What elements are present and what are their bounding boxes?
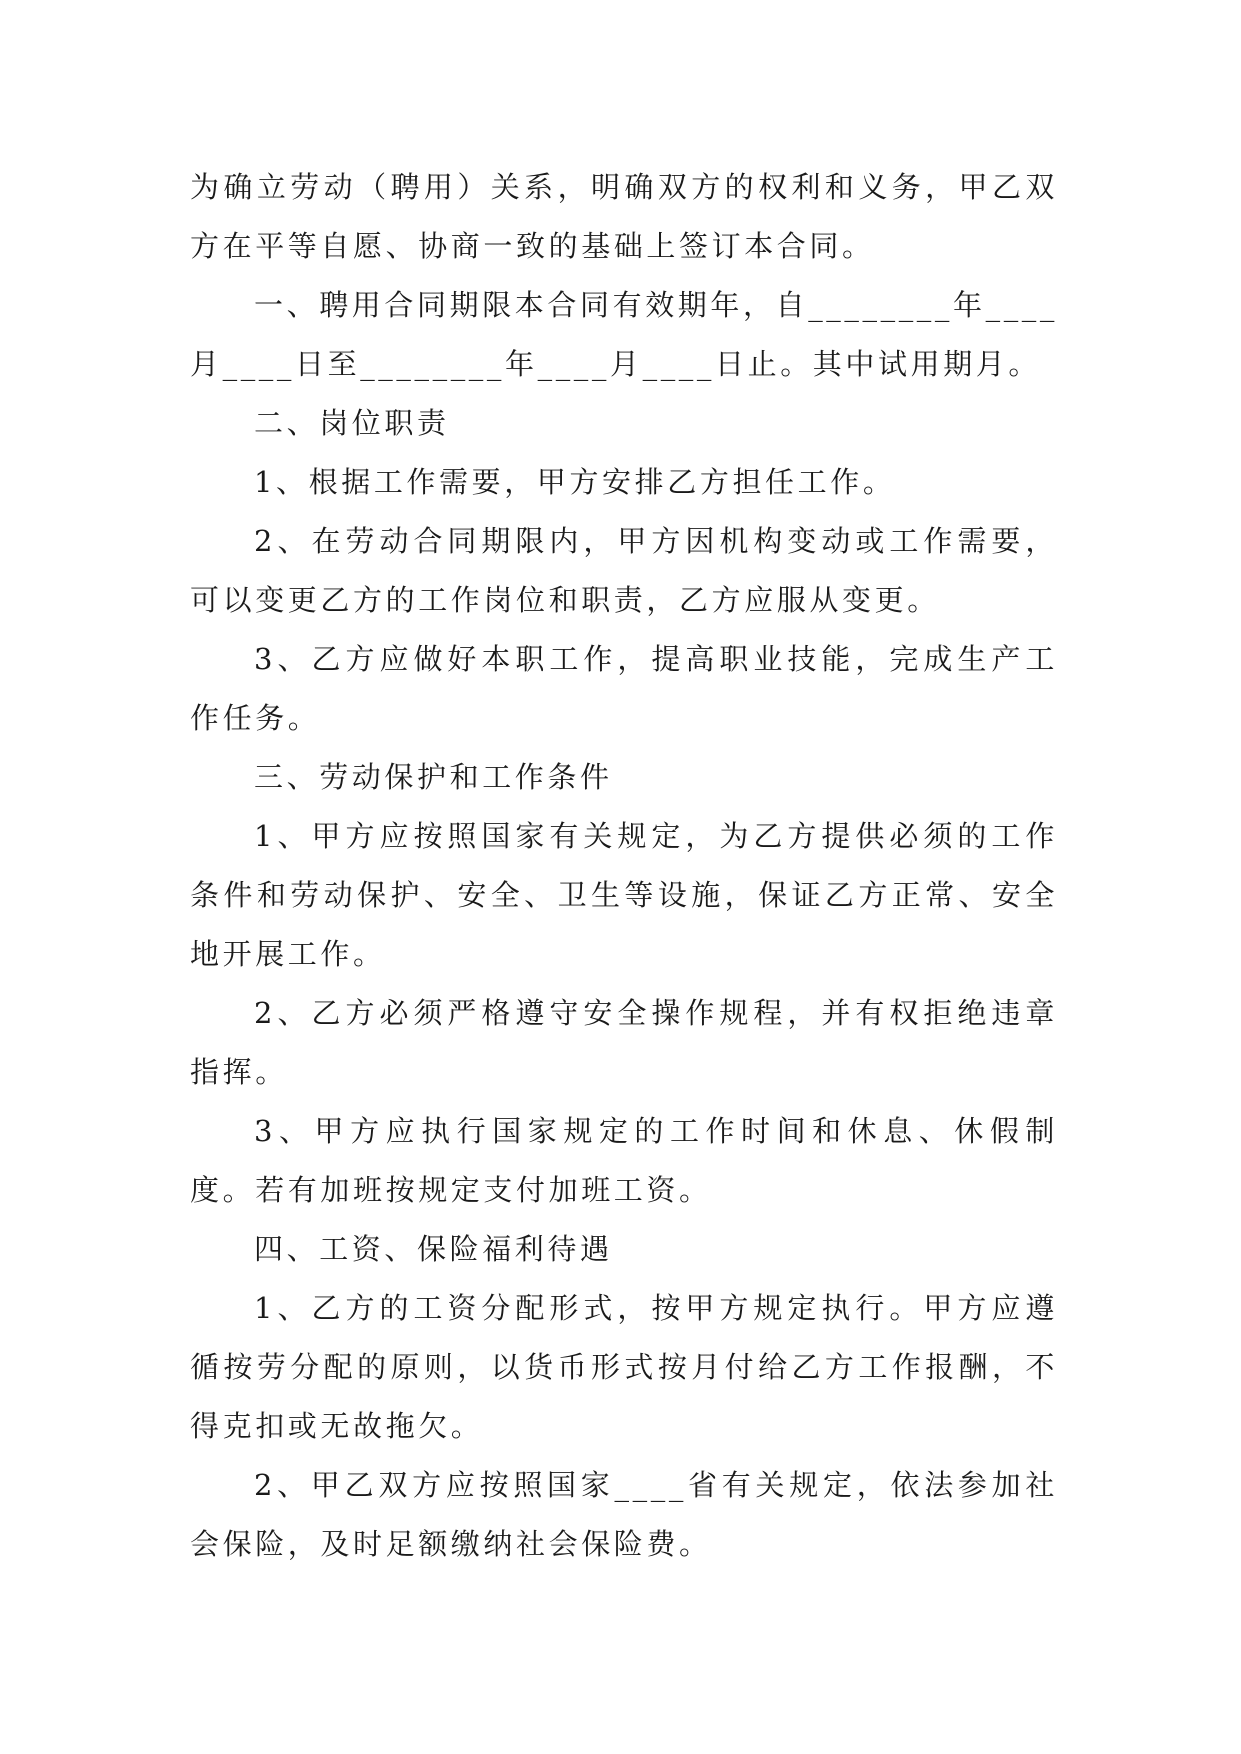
- section-heading-wages-insurance: 四、工资、保险福利待遇: [254, 1232, 613, 1266]
- section-heading-labor-protection: 三、劳动保护和工作条件: [254, 760, 613, 794]
- paragraph-protection-1: 1、甲方应按照国家有关规定，为乙方提供必须的工作条件和劳动保护、安全、卫生等设施，保证乙方正常、安全地开展工作。: [190, 819, 1058, 971]
- paragraph-protection-2: 2、乙方必须严格遵守安全操作规程，并有权拒绝违章指挥。: [190, 996, 1058, 1089]
- contract-body: [190, 158, 1058, 1574]
- paragraph-duties-2: 2、在劳动合同期限内，甲方因机构变动或工作需要，可以变更乙方的工作岗位和职责，乙方应服从变更。: [190, 524, 1058, 617]
- paragraph-preamble: 为确立劳动（聘用）关系，明确双方的权利和义务，甲乙双方在平等自愿、协商一致的基础上签订本合同。: [190, 170, 1058, 263]
- paragraph-wages-1: 1、乙方的工资分配形式，按甲方规定执行。甲方应遵循按劳分配的原则，以货币形式按月付给乙方工作报酬，不得克扣或无故拖欠。: [190, 1291, 1058, 1443]
- paragraph-contract-term: 一、聘用合同期限本合同有效期年，自________年____月____日至________年____月____日止。其中试用期月。: [190, 288, 1059, 381]
- paragraph-duties-1: 1、根据工作需要，甲方安排乙方担任工作。: [254, 465, 896, 499]
- paragraph-protection-3: 3、甲方应执行国家规定的工作时间和休息、休假制度。若有加班按规定支付加班工资。: [190, 1114, 1058, 1207]
- section-heading-job-duties: 二、岗位职责: [254, 406, 450, 440]
- paragraph-wages-2: 2、甲乙双方应按照国家____省有关规定，依法参加社会保险，及时足额缴纳社会保险费。: [190, 1468, 1058, 1561]
- paragraph-duties-3: 3、乙方应做好本职工作，提高职业技能，完成生产工作任务。: [190, 642, 1058, 735]
